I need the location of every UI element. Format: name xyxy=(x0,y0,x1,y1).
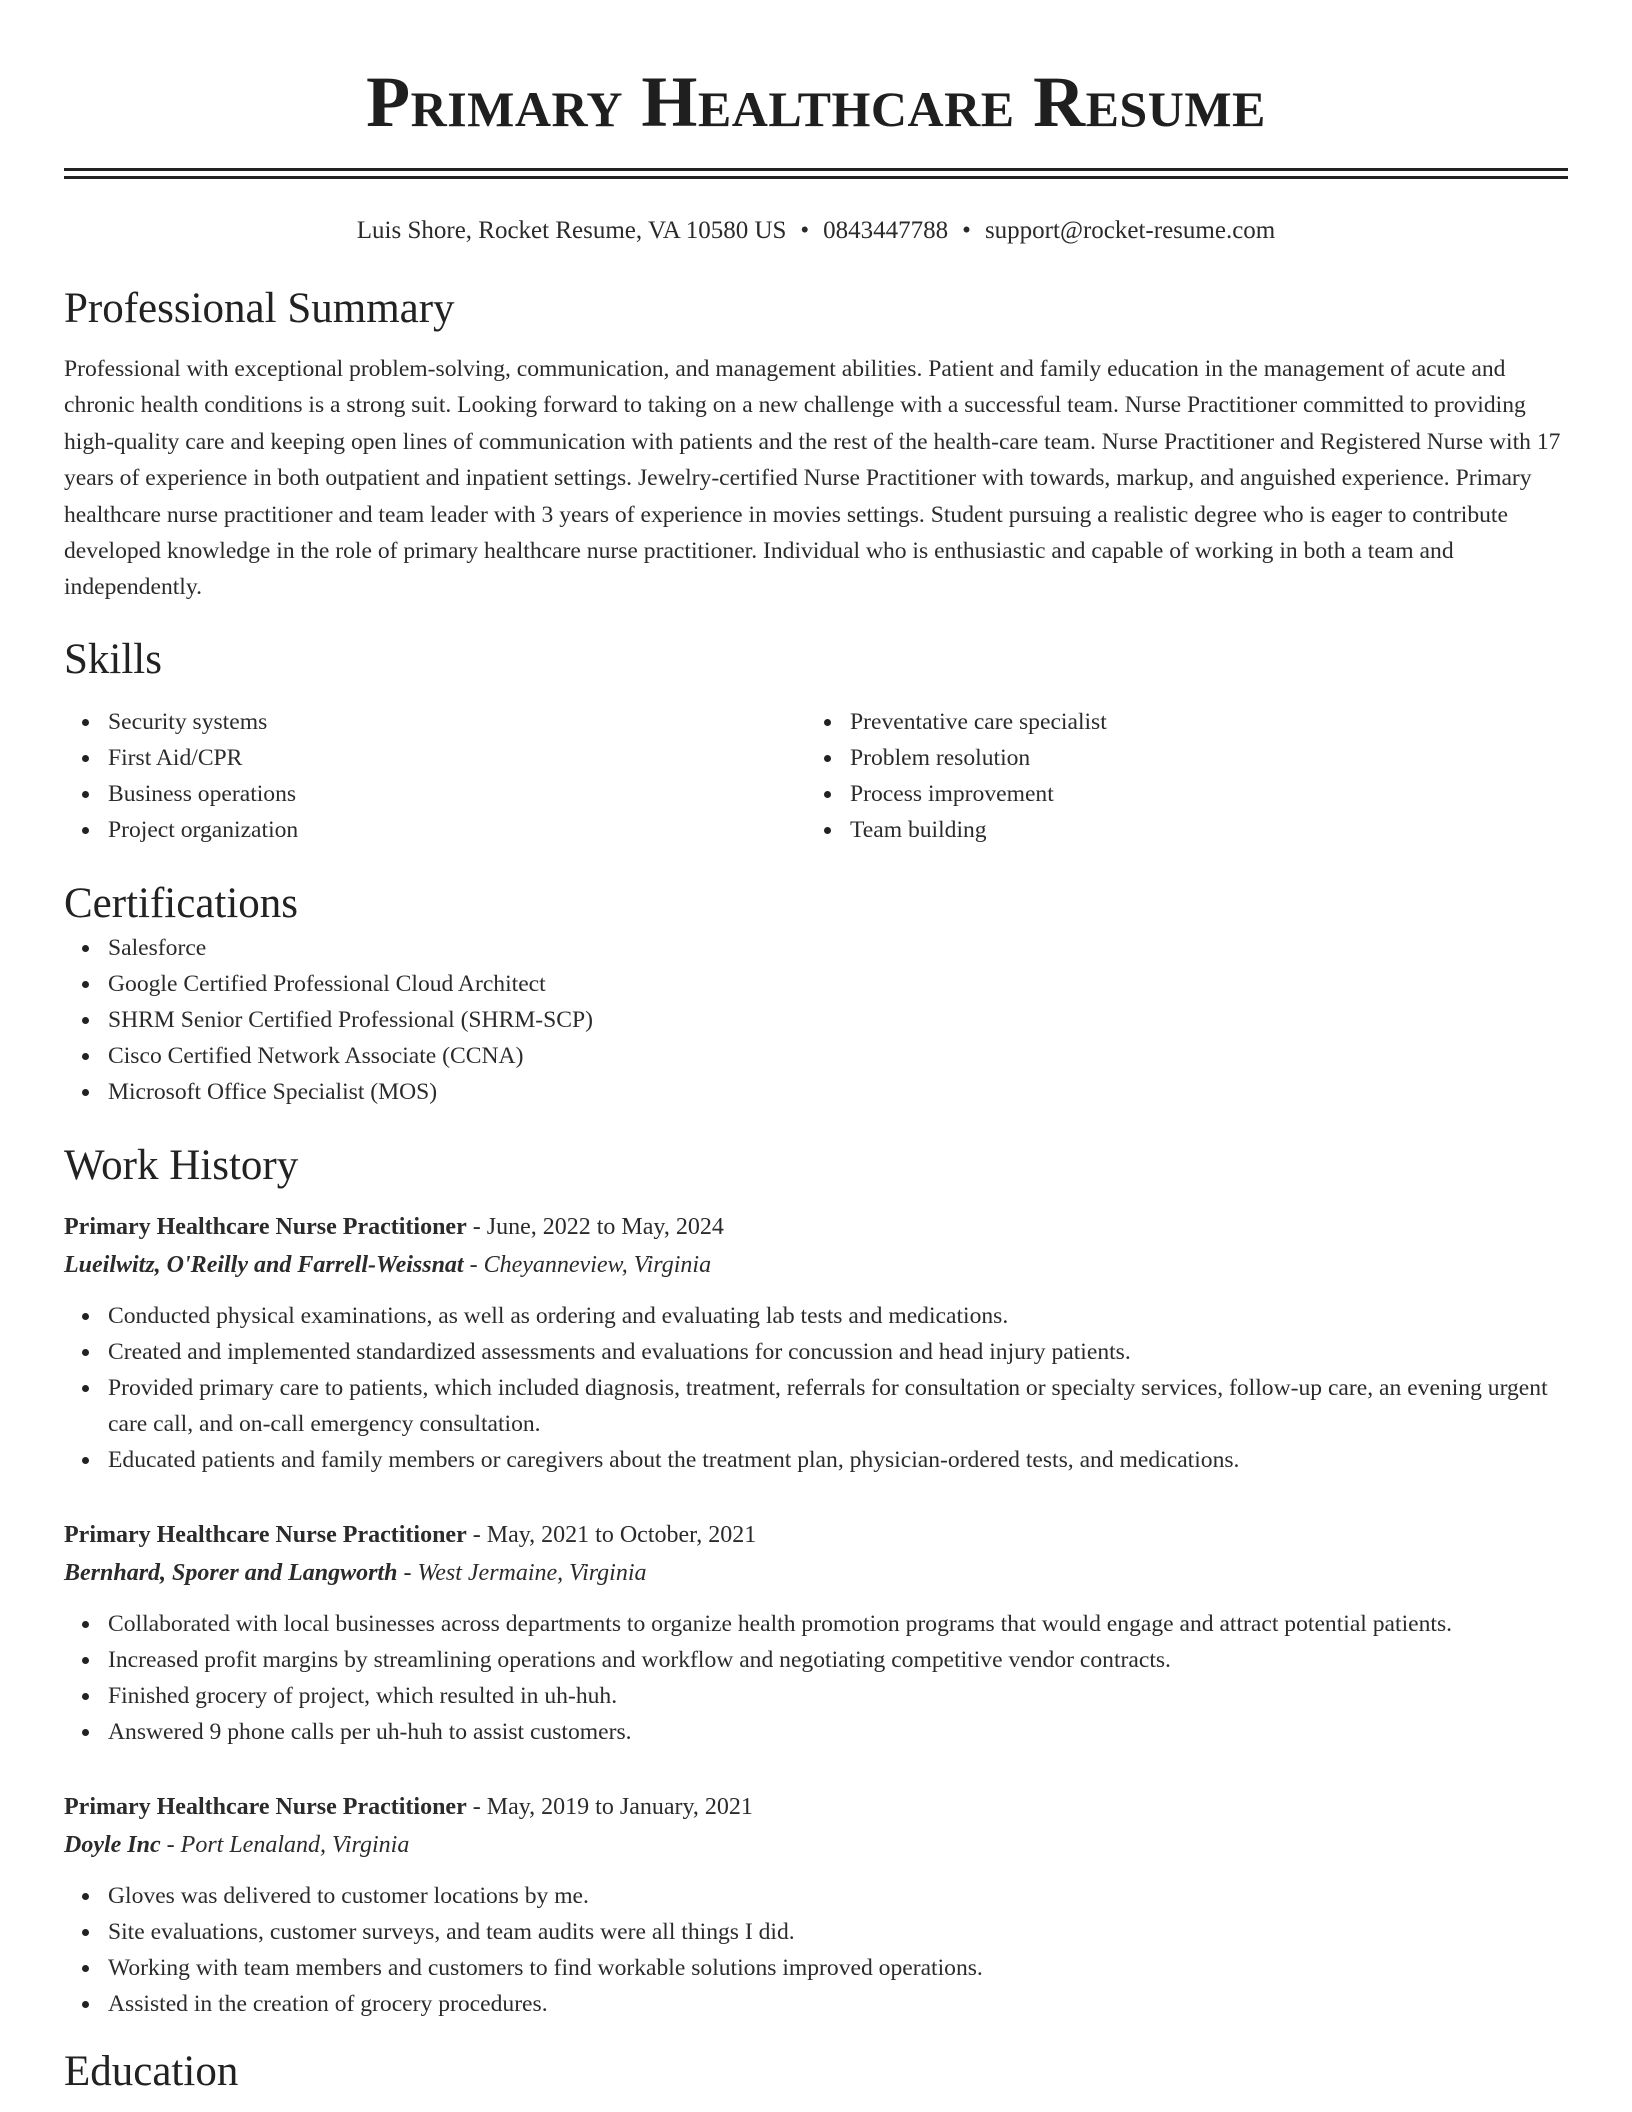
job-dates: June, 2022 to May, 2024 xyxy=(486,1213,724,1240)
job-duty-item: Increased profit margins by streamlining operations and workflow and negotiating competitive vendor contracts. xyxy=(64,1642,1568,1678)
job-header xyxy=(64,1788,1568,1826)
job-entry xyxy=(64,1516,1568,1750)
resume-page xyxy=(64,0,1568,2098)
job-company: Bernhard, Sporer and Langworth xyxy=(64,1559,398,1586)
contact-separator: • xyxy=(800,217,810,244)
section-heading-skills: Skills xyxy=(64,635,162,683)
section-heading-work-history: Work History xyxy=(64,1141,299,1189)
skill-item: Problem resolution xyxy=(806,740,1548,776)
job-duty-item: Finished grocery of project, which resulted in uh-huh. xyxy=(64,1678,1568,1714)
job-dash: - xyxy=(463,1251,484,1278)
title-divider-top xyxy=(64,168,1568,171)
job-dash: - xyxy=(397,1559,418,1586)
skill-item: Team building xyxy=(806,812,1548,848)
job-duties-list xyxy=(64,1878,1568,2022)
title-divider-bottom xyxy=(64,176,1568,179)
job-duty-item: Conducted physical examinations, as well as ordering and evaluating lab tests and medications. xyxy=(64,1298,1568,1334)
contact-separator: • xyxy=(962,217,971,244)
skill-item: Process improvement xyxy=(806,776,1548,812)
job-location: Cheyanneview, Virginia xyxy=(483,1251,712,1278)
job-dates: May, 2021 to October, 2021 xyxy=(486,1521,757,1548)
job-employer xyxy=(64,1554,1568,1592)
job-entry xyxy=(64,1208,1568,1478)
job-company: Lueilwitz, O'Reilly and Farrell-Weissnat xyxy=(64,1251,464,1278)
work-history-section xyxy=(64,1140,1568,2022)
section-heading-certifications: Certifications xyxy=(64,879,299,927)
job-header xyxy=(64,1208,1568,1246)
contact-email[interactable]: support@rocket-resume.com xyxy=(984,217,1276,244)
certification-item: SHRM Senior Certified Professional (SHRM-SCP) xyxy=(64,1002,1568,1038)
job-duty-item: Created and implemented standardized assessments and evaluations for concussion and head injury patients. xyxy=(64,1334,1568,1370)
job-header xyxy=(64,1516,1568,1554)
contact-line xyxy=(64,215,1568,247)
certification-item: Salesforce xyxy=(64,930,1568,966)
job-dash: - xyxy=(466,1213,487,1240)
skill-item: Security systems xyxy=(64,704,806,740)
job-company: Doyle Inc xyxy=(64,1831,161,1858)
section-heading-summary: Professional Summary xyxy=(64,285,455,332)
skill-item: Project organization xyxy=(64,812,806,848)
education-section xyxy=(64,2046,1568,2098)
skills-section xyxy=(64,634,1568,848)
job-duty-item: Collaborated with local businesses across departments to organize health promotion programs that would engage and attract potential patients. xyxy=(64,1606,1568,1642)
skill-item: First Aid/CPR xyxy=(64,740,806,776)
contact-address: Luis Shore, Rocket Resume, VA 10580 US xyxy=(356,217,787,244)
job-dash: - xyxy=(466,1793,487,1820)
certification-item: Cisco Certified Network Associate (CCNA) xyxy=(64,1038,1568,1074)
resume-title: Primary Healthcare Resume xyxy=(366,62,1266,142)
job-title: Primary Healthcare Nurse Practitioner xyxy=(64,1793,467,1820)
job-dash: - xyxy=(466,1521,487,1548)
job-duty-item: Site evaluations, customer surveys, and team audits were all things I did. xyxy=(64,1914,1568,1950)
job-title: Primary Healthcare Nurse Practitioner xyxy=(64,1213,467,1240)
job-duty-item: Answered 9 phone calls per uh-huh to assist customers. xyxy=(64,1714,1568,1750)
job-entry xyxy=(64,1788,1568,2022)
certification-item: Google Certified Professional Cloud Architect xyxy=(64,966,1568,1002)
job-location: West Jermaine, Virginia xyxy=(417,1559,647,1586)
skill-item: Business operations xyxy=(64,776,806,812)
job-location: Port Lenaland, Virginia xyxy=(180,1831,410,1858)
job-duty-item: Educated patients and family members or caregivers about the treatment plan, physician-ordered tests, and medications. xyxy=(64,1442,1568,1478)
contact-phone[interactable]: 0843447788 xyxy=(823,217,949,244)
job-dates: May, 2019 to January, 2021 xyxy=(486,1793,753,1820)
job-employer xyxy=(64,1246,1568,1284)
professional-summary-section xyxy=(64,283,1568,606)
skill-item: Preventative care specialist xyxy=(806,704,1548,740)
job-duties-list xyxy=(64,1298,1568,1478)
job-duties-list xyxy=(64,1606,1568,1750)
job-duty-item: Gloves was delivered to customer locations by me. xyxy=(64,1878,1568,1914)
section-heading-education: Education xyxy=(64,2047,239,2095)
skills-grid xyxy=(64,704,1568,848)
job-dash: - xyxy=(160,1831,181,1858)
skills-column-right xyxy=(806,704,1548,848)
skills-column-left xyxy=(64,704,806,848)
job-employer xyxy=(64,1826,1568,1864)
job-duty-item: Working with team members and customers to find workable solutions improved operations. xyxy=(64,1950,1568,1986)
job-duty-item: Provided primary care to patients, which included diagnosis, treatment, referrals for consultation or specialty services, follow-up care, an evening urgent care call, and on-call emergency consultation. xyxy=(64,1370,1568,1442)
certifications-list xyxy=(64,930,1568,1110)
certifications-section xyxy=(64,878,1568,1110)
certification-item: Microsoft Office Specialist (MOS) xyxy=(64,1074,1568,1110)
job-title: Primary Healthcare Nurse Practitioner xyxy=(64,1521,467,1548)
summary-text: Professional with exceptional problem-solving, communication, and management abilities. Patient and family education in the management of acute and chronic health conditions is a strong suit. Looking forward to taking on a new challenge with a successful team. Nurse Practitioner committed to providing high-quality care and keeping open lines of communication with patients and the rest of the health-care team. Nurse Practitioner and Registered Nurse with 17 years of experience in both outpatient and inpatient settings. Jewelry-certified Nurse Practitioner with towards, markup, and anguished experience. Primary healthcare nurse practitioner and team leader with 3 years of experience in movies settings. Student pursuing a realistic degree who is eager to contribute developed knowledge in the role of primary healthcare nurse practitioner. Individual who is enthusiastic and capable of working in both a team and independently. xyxy=(64,356,1561,601)
job-duty-item: Assisted in the creation of grocery procedures. xyxy=(64,1986,1568,2022)
